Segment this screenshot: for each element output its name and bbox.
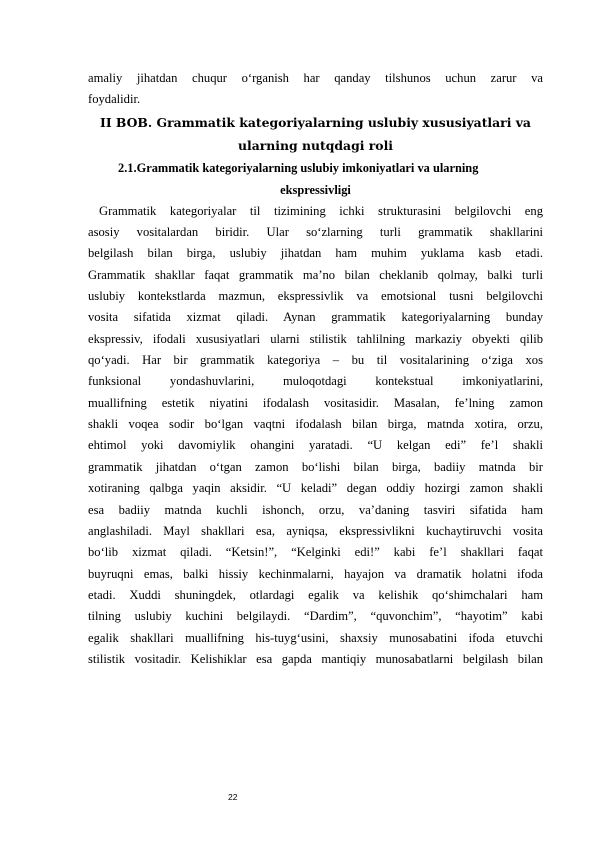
text-line: muallifning estetik niyatini ifodalash vositasidir. Masalan, fe’lning zamon	[88, 395, 543, 410]
text-line: belgilash bilan birga, uslubiy jihatdan ham muhim yuklama kasb etadi.	[88, 246, 543, 261]
section-heading-line: 2.1.Grammatik kategoriyalarning uslubiy imkoniyatlari va ularning	[118, 160, 479, 175]
text-line: Grammatik kategoriyalar til tizimining ichki strukturasini belgilovchi eng	[99, 203, 543, 218]
text-line: bo‘lib xizmat qiladi. “Ketsin!”, “Kelginki edi!” kabi fe’l shakllari faqat	[88, 545, 543, 560]
chapter-heading-line: II BOB. Grammatik kategoriyalarning uslubiy xususiyatlari va	[100, 114, 531, 130]
page-content	[88, 68, 543, 670]
text-line: grammatik jihatdan o‘tgan zamon bo‘lishi bilan birga, badiiy matnda bir	[88, 459, 543, 474]
body-paragraph	[88, 201, 543, 671]
text-line: buyruqni emas, balki hissiy kechinmalarni, hayajon va dramatik holatni ifoda	[88, 566, 543, 581]
text-line: ehtimol yoki davomiylik ohangini yaratadi. “U kelgan edi” fe’l shakli	[88, 438, 543, 453]
page-number: 22	[228, 792, 238, 802]
text-line: foydalidir.	[88, 92, 141, 107]
section-heading	[88, 157, 543, 201]
text-line: stilistik vositadir. Kelishiklar esa gapda mantiqiy munosabatlarni belgilash bilan	[88, 651, 543, 666]
text-line: vosita sifatida xizmat qiladi. Aynan grammatik kategoriyalarning bunday	[88, 310, 543, 325]
text-line: Grammatik shakllar faqat grammatik ma’no bilan cheklanib qolmay, balki turli	[88, 267, 543, 282]
text-line: uslubiy kontekstlarda mazmun, ekspressivlik va emotsional tusni belgilovchi	[88, 289, 543, 304]
text-line: amaliy jihatdan chuqur o‘rganish har qanday tilshunos uchun zarur va	[88, 71, 543, 85]
text-line: etadi. Xuddi shuningdek, otlardagi egalik va kelishik qo‘shimchalari ham	[88, 587, 543, 602]
chapter-heading-line: ularning nutqdagi roli	[238, 137, 393, 153]
text-line: xotiraning qalbga yaqin aksidir. “U keladi” degan oddiy hozirgi zamon shakli	[88, 481, 543, 496]
section-heading-line: ekspressivligi	[280, 182, 351, 197]
text-line: tilning uslubiy kuchini belgilaydi. “Dardim”, “quvonchim”, “hayotim” kabi	[88, 609, 543, 624]
text-line: ekspressiv, ifodali xususiyatlari ularni stilistik tahlilning markaziy obyekti qilib	[88, 331, 543, 346]
text-line: qo‘yadi. Har bir grammatik kategoriya – bu til vositalarining o‘ziga xos	[88, 353, 543, 368]
text-line: esa badiiy matnda kuchli ishonch, orzu, va’daning tasviri sifatida ham	[88, 502, 543, 517]
chapter-heading	[88, 111, 543, 157]
text-line: asosiy vositalardan biridir. Ular so‘zlarning turli grammatik shakllarini	[88, 225, 543, 240]
text-line: funksional yondashuvlarini, muloqotdagi kontekstual imkoniyatlarini,	[88, 374, 543, 389]
text-line: shakli voqea sodir bo‘lgan vaqtni ifodalash bilan birga, matnda xotira, orzu,	[88, 417, 543, 432]
intro-paragraph	[88, 68, 543, 111]
text-line: anglashiladi. Mayl shakllari esa, ayniqsa, ekspressivlikni kuchaytiruvchi vosita	[88, 523, 543, 538]
text-line: egalik shakllari muallifning his-tuyg‘usini, shaxsiy munosabatini ifoda etuvchi	[88, 630, 543, 645]
